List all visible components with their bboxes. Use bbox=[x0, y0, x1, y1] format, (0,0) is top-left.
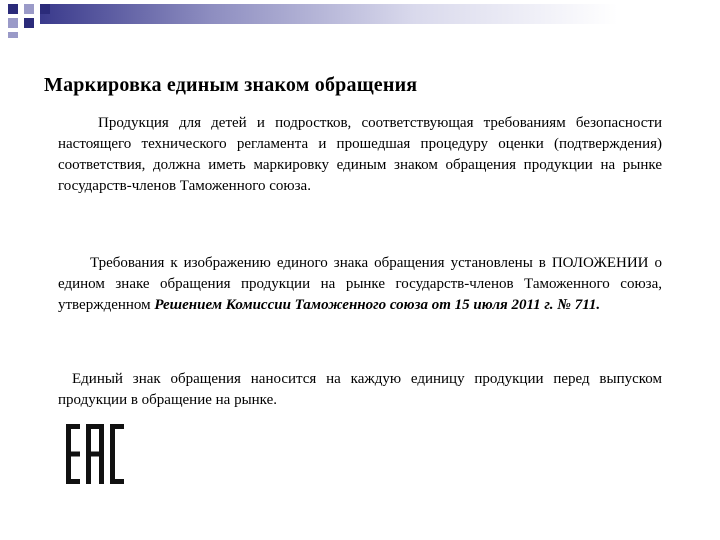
paragraph-application: Единый знак обращения наносится на каждую единицу продукции перед выпуском продукции в обращение на рынке. bbox=[58, 371, 662, 408]
regulation-decision: Решением Комиссии Таможенного союза от 15 июля 2011 г. № 711 bbox=[154, 297, 597, 313]
header-decoration bbox=[0, 0, 720, 40]
corner-square bbox=[8, 32, 18, 38]
slide-title: Маркировка единым знаком обращения bbox=[44, 74, 418, 96]
corner-square bbox=[8, 18, 18, 28]
paragraph-regulation-reference bbox=[58, 253, 662, 316]
paragraph-marking-requirement: Продукция для детей и подростков, соответствующая требованиям безопасности настоящего технического регламента и прошедшая процедуру оценки (подтверждения) соответствия, должна иметь маркировку единым знаком обращения продукции на рынке государств-членов Таможенного союза. bbox=[58, 115, 662, 194]
corner-square bbox=[24, 18, 34, 28]
header-gradient-band bbox=[40, 4, 720, 24]
corner-square bbox=[24, 4, 34, 14]
regulation-text: Требования к изображению единого знака обращения установлены в ПОЛОЖЕНИИ о едином знаке обращения продукции на рынке государств-членов Таможенного союза, утвержденном bbox=[58, 255, 662, 313]
eac-mark-icon bbox=[66, 424, 124, 484]
corner-square bbox=[40, 4, 50, 14]
regulation-end: . bbox=[596, 297, 601, 313]
corner-square bbox=[8, 4, 18, 14]
